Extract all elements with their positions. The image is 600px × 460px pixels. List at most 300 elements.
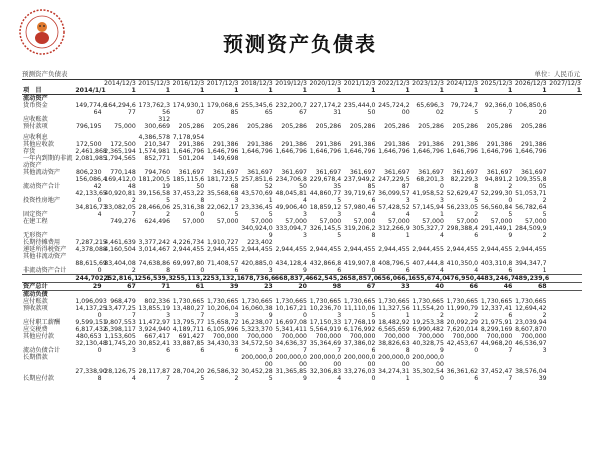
- row-label: 应收账款: [23, 116, 48, 123]
- table-cell: 3: [234, 312, 239, 319]
- table-cell: [308, 239, 342, 246]
- table-cell: 26,586,32: [206, 368, 239, 375]
- table-cell: 6: [405, 267, 410, 274]
- table-cell: 39: [538, 375, 547, 382]
- table-cell: 2: [542, 232, 547, 239]
- table-cell: 205,286: [281, 123, 307, 130]
- table-cell: [479, 95, 513, 103]
- table-cell: [548, 312, 582, 319]
- table-cell: 1,646,796: [206, 148, 239, 155]
- table-cell: 1,730,665: [172, 298, 205, 305]
- table-cell: [239, 253, 273, 260]
- table-cell: [548, 368, 582, 375]
- table-cell: 52: [264, 183, 273, 190]
- table-cell: 1: [376, 87, 410, 95]
- table-row: [22, 368, 582, 375]
- table-cell: [548, 275, 582, 283]
- table-cell: 38,826,63: [378, 340, 410, 347]
- currency-unit: 单位：人民币元: [534, 70, 580, 78]
- table-cell: 57,000: [422, 218, 444, 225]
- table-cell: [445, 239, 479, 246]
- row-label: 项 目: [22, 87, 74, 95]
- table-cell: 7: [303, 347, 307, 354]
- table-row: [22, 183, 582, 190]
- table-cell: 291,386: [521, 141, 547, 148]
- table-cell: 34,636,37: [275, 340, 307, 347]
- table-cell: 700,000: [212, 333, 239, 340]
- table-cell: 2016/12/3: [172, 80, 205, 87]
- table-cell: 185,115,6: [172, 176, 205, 183]
- table-cell: 31: [333, 109, 342, 116]
- table-cell: 18,482,92: [378, 319, 410, 326]
- table-cell: [274, 253, 308, 260]
- table-cell: 1: [342, 87, 376, 95]
- table-cell: [548, 211, 582, 218]
- table-cell: 655,674,0: [411, 275, 447, 282]
- table-cell: 0: [508, 197, 513, 204]
- table-cell: 85: [367, 183, 376, 190]
- table-cell: [376, 162, 410, 169]
- table-cell: 75,000: [114, 123, 136, 130]
- table-cell: [205, 291, 239, 299]
- table-cell: [376, 239, 410, 246]
- table-cell: 57,000: [353, 218, 376, 225]
- table-cell: 326,145,5: [309, 225, 342, 232]
- table-cell: 48,045,81: [275, 190, 307, 197]
- table-cell: [103, 291, 137, 299]
- table-cell: 1: [137, 87, 171, 95]
- table-cell: 1: [103, 87, 137, 95]
- table-cell: 700,000: [418, 333, 444, 340]
- table-cell: 205,286: [452, 123, 479, 130]
- table-cell: [548, 361, 582, 368]
- table-header-row: [22, 80, 582, 88]
- table-cell: 253,132,1: [206, 275, 242, 282]
- table-cell: [103, 225, 137, 232]
- table-cell: [74, 232, 102, 239]
- table-cell: 9,599,151: [75, 319, 107, 326]
- table-cell: [274, 155, 308, 162]
- table-cell: 41,958,52: [412, 190, 444, 197]
- table-cell: 36,099,57: [378, 190, 410, 197]
- table-cell: 5: [337, 232, 342, 239]
- table-cell: 35,364,69: [309, 340, 342, 347]
- table-cell: 8: [371, 232, 376, 239]
- table-cell: 3: [337, 211, 342, 218]
- table-cell: [445, 361, 479, 368]
- table-cell: 419,907,8: [343, 260, 376, 267]
- table-cell: 9: [268, 232, 273, 239]
- table-row: [22, 275, 582, 283]
- table-cell: 4,386,578: [138, 134, 171, 141]
- table-cell: 3: [131, 347, 136, 354]
- table-cell: 1: [548, 87, 582, 95]
- table-cell: 1,153,605: [104, 333, 136, 340]
- table-cell: [376, 95, 410, 103]
- table-cell: [548, 375, 582, 382]
- table-cell: 7,620,014: [446, 326, 479, 333]
- table-cell: [548, 354, 582, 361]
- table-cell: [74, 162, 102, 169]
- table-cell: 8,299,169: [480, 326, 513, 333]
- table-cell: 1,730,665: [343, 298, 376, 305]
- table-cell: 2022/12/3: [377, 80, 410, 87]
- table-cell: 00: [401, 109, 410, 116]
- table-row: [22, 225, 582, 232]
- table-cell: 56: [162, 109, 171, 116]
- table-cell: 2023/12/3: [412, 80, 444, 87]
- table-cell: [445, 95, 479, 103]
- table-cell: 2027/12/3: [549, 80, 581, 87]
- table-cell: [548, 305, 582, 312]
- table-cell: [239, 291, 273, 299]
- table-cell: 205,286: [486, 123, 513, 130]
- table-cell: 16,238,07: [241, 319, 273, 326]
- table-cell: [274, 291, 308, 299]
- table-cell: [445, 155, 479, 162]
- row-label: [22, 361, 74, 368]
- table-cell: 56,560,84: [480, 204, 513, 211]
- table-cell: 291,386: [452, 141, 479, 148]
- table-cell: [74, 291, 102, 299]
- table-cell: 14,137,25: [75, 305, 107, 312]
- row-label: 流动资产: [23, 95, 48, 102]
- table-cell: 2021/12/3: [343, 80, 376, 87]
- table-cell: 291,386: [418, 141, 444, 148]
- page-title: 预测资产负债表: [223, 32, 377, 56]
- table-cell: [479, 134, 513, 141]
- table-cell: 5: [337, 197, 342, 204]
- table-cell: [274, 95, 308, 103]
- table-cell: 40,328,75: [412, 340, 444, 347]
- table-cell: [342, 95, 376, 103]
- table-cell: 57,145,94: [412, 204, 444, 211]
- table-cell: 2,944,455: [515, 246, 547, 253]
- table-cell: 1,646,796: [343, 148, 376, 155]
- table-cell: 109,355,8: [515, 176, 547, 183]
- table-cell: 489,239,6: [514, 275, 550, 282]
- table-cell: 298,388,4: [446, 225, 479, 232]
- table-cell: 2: [131, 267, 136, 274]
- table-cell: 361,697: [349, 169, 376, 176]
- table-cell: 5,323,370: [241, 326, 273, 333]
- table-cell: 205,286: [418, 123, 444, 130]
- table-cell: 6,398,117: [104, 326, 136, 333]
- table-row: [22, 375, 582, 382]
- table-cell: 232,200,7: [275, 102, 307, 109]
- table-cell: 361,697: [452, 169, 479, 176]
- table-row: [22, 176, 582, 183]
- table-cell: [103, 116, 137, 123]
- table-cell: 4: [439, 267, 444, 274]
- row-label: 其他应付款: [23, 333, 54, 340]
- table-cell: 361,697: [247, 169, 273, 176]
- table-cell: [171, 361, 205, 368]
- table-cell: 2,944,455: [480, 246, 513, 253]
- table-cell: 23,039,94: [515, 319, 547, 326]
- row-label: 流动负债合计: [23, 347, 61, 354]
- table-cell: 13,855,19: [138, 305, 171, 312]
- table-cell: 1,646,796: [480, 148, 513, 155]
- table-cell: [548, 326, 582, 333]
- table-cell: 71: [137, 283, 171, 291]
- table-row: [22, 218, 582, 225]
- table-cell: 2014/1/1: [75, 87, 106, 94]
- table-cell: 3: [268, 267, 273, 274]
- table-cell: 340,924,0: [241, 225, 273, 232]
- table-cell: 5: [371, 312, 376, 319]
- table-cell: 361,697: [178, 169, 205, 176]
- table-cell: 28,117,87: [138, 368, 171, 375]
- table-cell: 3: [268, 347, 273, 354]
- table-cell: 13,795,77: [172, 319, 205, 326]
- table-cell: 34,572,50: [241, 340, 273, 347]
- table-cell: 5: [268, 211, 273, 218]
- table-cell: [137, 361, 171, 368]
- table-cell: 2: [474, 312, 479, 319]
- table-cell: 23: [239, 283, 273, 291]
- table-cell: 361,697: [315, 169, 342, 176]
- table-cell: 17,768,19: [343, 319, 376, 326]
- table-cell: 5: [542, 211, 547, 218]
- table-cell: 678,736,6: [240, 275, 276, 282]
- table-cell: 66: [445, 283, 479, 291]
- table-cell: 20: [538, 109, 547, 116]
- table-cell: 235,444,0: [343, 102, 376, 109]
- table-cell: [548, 260, 582, 267]
- table-cell: 11,990,79: [446, 305, 479, 312]
- table-cell: 7,287,215: [75, 239, 107, 246]
- table-cell: 0: [303, 312, 307, 319]
- table-cell: 79,724,7: [450, 102, 479, 109]
- table-cell: [308, 253, 342, 260]
- table-cell: 408,796,5: [378, 260, 410, 267]
- table-cell: 50: [299, 183, 307, 190]
- table-cell: 1,730,665: [275, 298, 307, 305]
- table-cell: [548, 109, 582, 116]
- table-cell: 223,402: [247, 239, 273, 246]
- table-cell: 252,816,1: [103, 275, 139, 282]
- table-cell: 2,944,455: [206, 246, 239, 253]
- table-cell: [548, 162, 582, 169]
- table-cell: 691,427: [178, 333, 205, 340]
- table-cell: 174,930,1: [172, 102, 205, 109]
- table-cell: 173,762,3: [138, 102, 171, 109]
- table-cell: 700,000: [384, 333, 410, 340]
- table-cell: 4,226,734: [172, 239, 205, 246]
- table-cell: [479, 116, 513, 123]
- table-cell: 501,204: [178, 155, 205, 162]
- table-cell: [548, 232, 582, 239]
- table-cell: 28,126,75: [104, 368, 136, 375]
- table-cell: 27,338,90: [75, 368, 107, 375]
- table-cell: 33,887,85: [172, 340, 205, 347]
- table-cell: 7: [200, 312, 205, 319]
- table-cell: 434,128,4: [275, 260, 307, 267]
- table-cell: 2,944,455: [378, 246, 410, 253]
- table-row: [22, 340, 582, 347]
- table-cell: [411, 239, 445, 246]
- table-cell: [513, 155, 547, 162]
- table-cell: [205, 116, 239, 123]
- table-cell: [548, 333, 582, 340]
- table-cell: 305,327,7: [412, 225, 444, 232]
- table-cell: [513, 253, 547, 260]
- table-cell: 205,286: [247, 123, 273, 130]
- table-cell: [513, 134, 547, 141]
- row-label: 投资性房地产: [23, 197, 61, 204]
- table-cell: 1: [542, 267, 547, 274]
- table-row: [22, 361, 582, 368]
- table-cell: 57,000: [319, 218, 342, 225]
- table-cell: 700,000: [486, 333, 513, 340]
- table-cell: 205,286: [212, 123, 239, 130]
- table-cell: 1: [445, 87, 479, 95]
- table-cell: 229,678,4: [309, 176, 342, 183]
- table-cell: 770,148: [110, 169, 136, 176]
- table-cell: 432,866,8: [309, 260, 342, 267]
- table-cell: 6: [371, 347, 376, 354]
- table-row: [22, 95, 582, 103]
- table-cell: [411, 134, 445, 141]
- table-cell: 35,568,68: [206, 190, 239, 197]
- table-cell: 480,653: [75, 333, 102, 340]
- table-cell: 57,000: [524, 218, 547, 225]
- table-cell: 71,408,57: [206, 260, 239, 267]
- table-cell: 42: [93, 183, 102, 190]
- table-cell: 179,068,6: [206, 102, 239, 109]
- table-cell: 50: [196, 183, 205, 190]
- table-cell: 9: [439, 347, 444, 354]
- table-cell: 1: [405, 312, 410, 319]
- table-cell: 156,086,4: [75, 176, 107, 183]
- table-cell: 407,444,8: [412, 260, 444, 267]
- table-cell: 2,944,455: [309, 246, 342, 253]
- table-cell: 1: [274, 87, 308, 95]
- table-cell: 7: [508, 109, 513, 116]
- table-cell: 65,696,3: [416, 102, 444, 109]
- table-cell: 3: [439, 197, 444, 204]
- table-cell: 46,536,97: [515, 340, 547, 347]
- table-cell: 57,980,46: [343, 204, 376, 211]
- table-cell: 98: [308, 283, 342, 291]
- table-cell: [171, 116, 205, 123]
- table-cell: 39,719,67: [343, 190, 376, 197]
- table-cell: 9: [508, 232, 513, 239]
- table-cell: 700,000: [247, 333, 273, 340]
- table-cell: 3: [542, 347, 547, 354]
- table-cell: 1: [268, 197, 273, 204]
- table-cell: 2: [234, 375, 239, 382]
- table-cell: 68,201,3: [416, 176, 444, 183]
- table-cell: [513, 291, 547, 299]
- table-cell: 51,053,71: [515, 190, 547, 197]
- table-cell: 284,509,9: [515, 225, 547, 232]
- table-cell: 0: [200, 267, 205, 274]
- table-cell: 291,386: [315, 141, 342, 148]
- table-cell: [239, 116, 273, 123]
- table-cell: 19,253,38: [412, 319, 444, 326]
- table-cell: 172,500: [75, 141, 102, 148]
- table-cell: [548, 197, 582, 204]
- table-cell: 30,452,28: [241, 368, 273, 375]
- table-row: [22, 123, 582, 130]
- table-cell: 802,336: [144, 298, 171, 305]
- table-cell: 291,386: [384, 141, 410, 148]
- table-cell: [171, 253, 205, 260]
- table-cell: 5: [200, 375, 205, 382]
- table-cell: 28,704,20: [172, 368, 205, 375]
- table-cell: [548, 283, 582, 291]
- table-cell: 667,417: [144, 333, 171, 340]
- table-cell: 1: [405, 232, 410, 239]
- table-cell: 00: [264, 361, 273, 368]
- table-cell: 3: [303, 211, 307, 218]
- row-label: [22, 260, 74, 267]
- table-row: [22, 232, 582, 239]
- table-cell: [548, 95, 582, 103]
- table-cell: 0: [371, 267, 376, 274]
- table-cell: [445, 116, 479, 123]
- table-cell: 8: [97, 375, 102, 382]
- table-cell: 8: [200, 197, 205, 204]
- table-cell: 200,000,0: [309, 354, 342, 361]
- table-cell: [513, 354, 547, 361]
- table-row: [22, 116, 582, 123]
- table-cell: 11,327,56: [378, 305, 410, 312]
- table-cell: 7: [166, 375, 171, 382]
- table-cell: 00: [367, 361, 376, 368]
- table-cell: 35: [333, 183, 342, 190]
- table-cell: 36,361,62: [446, 368, 479, 375]
- table-cell: [411, 162, 445, 169]
- table-cell: [548, 190, 582, 197]
- table-cell: 806,230: [75, 169, 102, 176]
- table-cell: 69,997,80: [172, 260, 205, 267]
- table-cell: 8: [474, 183, 479, 190]
- table-cell: 256,539,3: [137, 275, 173, 282]
- table-cell: [548, 291, 582, 299]
- table-cell: 5: [166, 197, 171, 204]
- table-cell: 6: [371, 197, 376, 204]
- table-cell: [137, 162, 171, 169]
- balance-sheet-table: [22, 79, 582, 382]
- table-cell: [205, 134, 239, 141]
- table-row: [22, 298, 582, 305]
- table-cell: 57,000: [182, 218, 205, 225]
- table-cell: 6: [508, 267, 513, 274]
- table-cell: 2,944,455: [343, 246, 376, 253]
- table-cell: [205, 225, 239, 232]
- table-cell: 88,615,69: [75, 260, 107, 267]
- table-cell: 4: [97, 211, 102, 218]
- table-cell: 16,060,38: [241, 305, 273, 312]
- table-cell: 1,646,796: [241, 148, 273, 155]
- table-cell: 668,837,4: [274, 275, 310, 282]
- table-cell: 300,669: [144, 123, 171, 130]
- table-cell: [137, 253, 171, 260]
- table-cell: 2014/12/3: [104, 80, 136, 87]
- table-cell: 662,545,2: [308, 275, 344, 282]
- row-label: 资产总计: [22, 283, 74, 291]
- table-cell: 3: [303, 232, 307, 239]
- table-cell: 5: [474, 197, 479, 204]
- table-cell: 23,336,45: [241, 204, 273, 211]
- table-cell: 6: [200, 347, 205, 354]
- table-row: [22, 109, 582, 116]
- table-cell: 1,794,565: [104, 155, 136, 162]
- table-cell: [479, 361, 513, 368]
